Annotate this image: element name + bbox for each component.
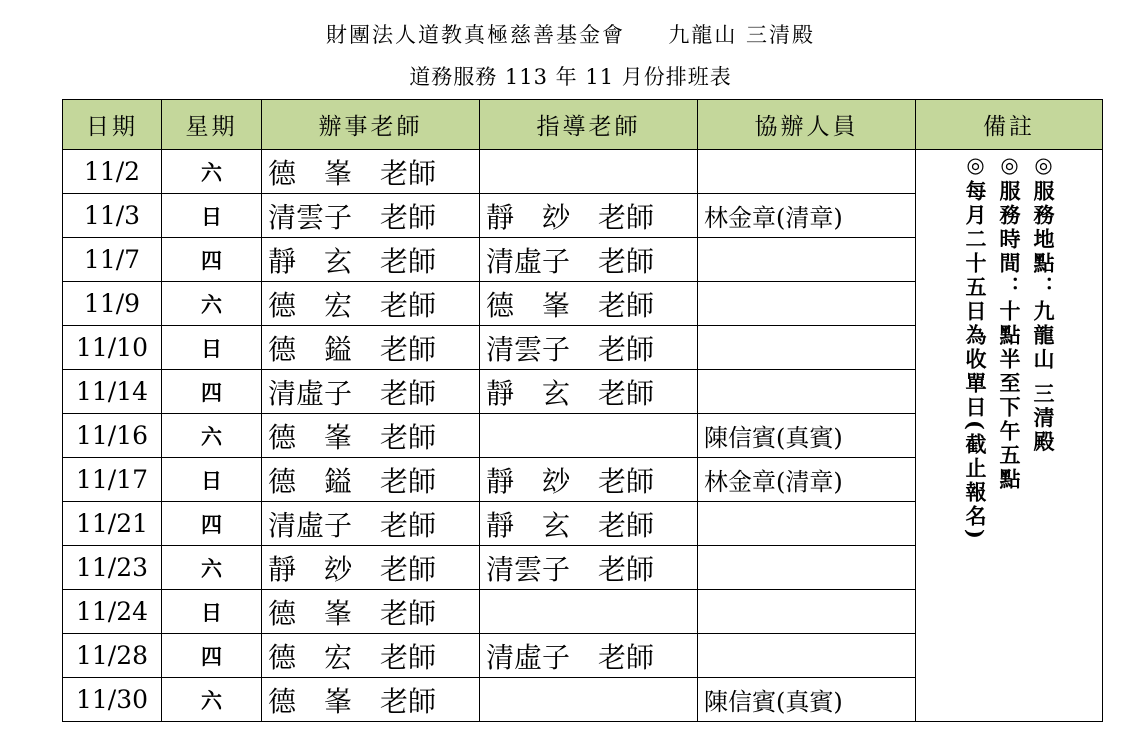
col-header-assist: 協辦人員: [698, 100, 916, 150]
assist-cell: 林金章(清章): [698, 458, 916, 502]
assist-cell: [698, 546, 916, 590]
date-cell: 11/9: [63, 282, 162, 326]
weekday-cell: 四: [162, 238, 262, 282]
assist-cell: [698, 326, 916, 370]
assist-cell: [698, 150, 916, 194]
guide-cell: 靜 玄 老師: [480, 370, 698, 414]
guide-cell: 靜 玅 老師: [480, 194, 698, 238]
weekday-cell: 四: [162, 370, 262, 414]
handler-cell: 德 鎰 老師: [262, 326, 480, 370]
guide-cell: 靜 玄 老師: [480, 502, 698, 546]
date-cell: 11/30: [63, 678, 162, 722]
guide-cell: [480, 414, 698, 458]
col-header-guide: 指導老師: [480, 100, 698, 150]
handler-cell: 靜 玄 老師: [262, 238, 480, 282]
assist-cell: [698, 238, 916, 282]
schedule-table: [62, 99, 1103, 722]
date-cell: 11/23: [63, 546, 162, 590]
guide-cell: 清雲子 老師: [480, 546, 698, 590]
assist-cell: [698, 590, 916, 634]
handler-cell: 德 峯 老師: [262, 590, 480, 634]
weekday-cell: 四: [162, 634, 262, 678]
assist-cell: 陳信賓(真賓): [698, 678, 916, 722]
guide-cell: 清雲子 老師: [480, 326, 698, 370]
handler-cell: 德 鎰 老師: [262, 458, 480, 502]
weekday-cell: 六: [162, 282, 262, 326]
guide-cell: [480, 590, 698, 634]
guide-cell: 清虛子 老師: [480, 634, 698, 678]
weekday-cell: 六: [162, 150, 262, 194]
date-cell: 11/21: [63, 502, 162, 546]
guide-cell: [480, 150, 698, 194]
weekday-cell: 日: [162, 326, 262, 370]
date-cell: 11/10: [63, 326, 162, 370]
handler-cell: 德 宏 老師: [262, 282, 480, 326]
weekday-cell: 六: [162, 414, 262, 458]
note-text: ◎每月二十五日為收單日(截止報名): [963, 152, 988, 542]
weekday-cell: 日: [162, 458, 262, 502]
notes-list: [916, 150, 1102, 542]
date-cell: 11/3: [63, 194, 162, 238]
handler-cell: 德 峯 老師: [262, 678, 480, 722]
handler-cell: 清雲子 老師: [262, 194, 480, 238]
date-cell: 11/14: [63, 370, 162, 414]
date-cell: 11/2: [63, 150, 162, 194]
guide-cell: 德 峯 老師: [480, 282, 698, 326]
handler-cell: 清虛子 老師: [262, 370, 480, 414]
notes-cell: [916, 150, 1103, 722]
handler-cell: 清虛子 老師: [262, 502, 480, 546]
date-cell: 11/28: [63, 634, 162, 678]
col-header-handler: 辦事老師: [262, 100, 480, 150]
weekday-cell: 六: [162, 546, 262, 590]
note-text: ◎服務地點：九龍山 三清殿: [1031, 152, 1056, 455]
table-row: [63, 150, 1103, 194]
date-cell: 11/17: [63, 458, 162, 502]
assist-cell: [698, 634, 916, 678]
weekday-cell: 六: [162, 678, 262, 722]
assist-cell: [698, 502, 916, 546]
weekday-cell: 四: [162, 502, 262, 546]
weekday-cell: 日: [162, 194, 262, 238]
col-header-notes: 備註: [916, 100, 1103, 150]
handler-cell: 德 峯 老師: [262, 150, 480, 194]
col-header-date: 日期: [63, 100, 162, 150]
date-cell: 11/16: [63, 414, 162, 458]
date-cell: 11/7: [63, 238, 162, 282]
assist-cell: [698, 370, 916, 414]
handler-cell: 靜 玅 老師: [262, 546, 480, 590]
guide-cell: 清虛子 老師: [480, 238, 698, 282]
handler-cell: 德 宏 老師: [262, 634, 480, 678]
document-subtitle: 道務服務 113 年 11 月份排班表: [409, 65, 732, 89]
handler-cell: 德 峯 老師: [262, 414, 480, 458]
assist-cell: [698, 282, 916, 326]
date-cell: 11/24: [63, 590, 162, 634]
document-title: 財團法人道教真極慈善基金會 九龍山 三清殿: [325, 23, 816, 47]
assist-cell: 陳信賓(真賓): [698, 414, 916, 458]
table-header-row: [63, 100, 1103, 150]
assist-cell: 林金章(清章): [698, 194, 916, 238]
guide-cell: [480, 678, 698, 722]
col-header-weekday: 星期: [162, 100, 262, 150]
guide-cell: 靜 玅 老師: [480, 458, 698, 502]
note-text: ◎服務時間：十點半至下午五點: [997, 152, 1022, 492]
weekday-cell: 日: [162, 590, 262, 634]
